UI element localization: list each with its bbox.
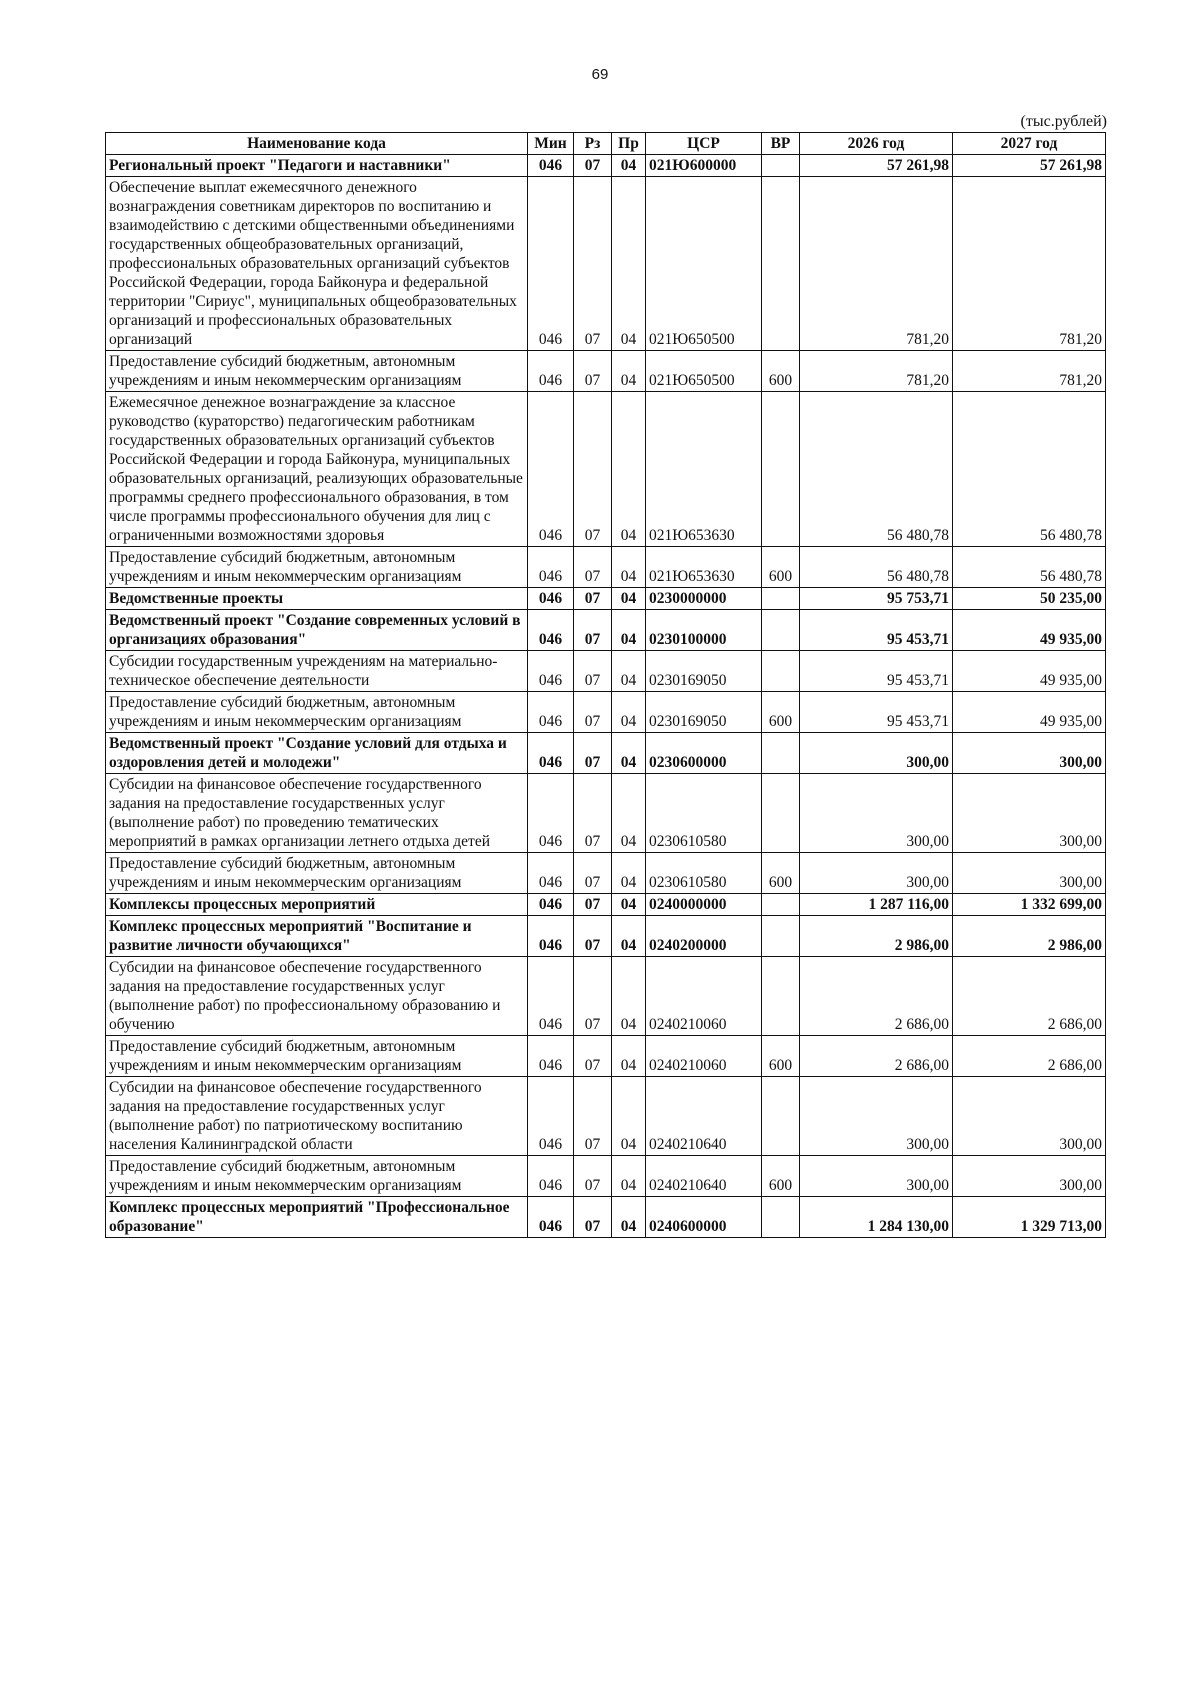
cell-min: 046 — [528, 155, 574, 177]
cell-min: 046 — [528, 1197, 574, 1238]
cell-rz: 07 — [574, 155, 612, 177]
cell-pr: 04 — [612, 916, 646, 957]
cell-vr: 600 — [762, 547, 800, 588]
cell-min: 046 — [528, 351, 574, 392]
cell-name: Предоставление субсидий бюджетным, автономным учреждениям и иным некоммерческим организациям — [106, 1156, 528, 1197]
cell-rz: 07 — [574, 916, 612, 957]
cell-csr: 0240210640 — [646, 1156, 762, 1197]
cell-pr: 04 — [612, 392, 646, 547]
units-label: (тыс.рублей) — [1020, 113, 1107, 130]
cell-csr: 021Ю650500 — [646, 351, 762, 392]
cell-2026: 1 284 130,00 — [800, 1197, 953, 1238]
header-pr: Пр — [612, 133, 646, 155]
table-row — [106, 1036, 1106, 1077]
cell-2027: 300,00 — [953, 733, 1106, 774]
cell-vr — [762, 894, 800, 916]
cell-2027: 1 329 713,00 — [953, 1197, 1106, 1238]
table-row — [106, 1156, 1106, 1197]
cell-rz: 07 — [574, 547, 612, 588]
cell-pr: 04 — [612, 853, 646, 894]
cell-vr: 600 — [762, 1156, 800, 1197]
cell-vr — [762, 392, 800, 547]
cell-min: 046 — [528, 853, 574, 894]
cell-csr: 0240200000 — [646, 916, 762, 957]
cell-rz: 07 — [574, 957, 612, 1036]
cell-min: 046 — [528, 894, 574, 916]
cell-pr: 04 — [612, 957, 646, 1036]
header-2027: 2027 год — [953, 133, 1106, 155]
cell-name: Ежемесячное денежное вознаграждение за классное руководство (кураторство) педагогическим работникам государственных образовательных организаций субъектов Российской Федерации и города Байконура, муниципальных образовательных организаций, реализующих образовательные программы среднего профессионального образования, в том числе программы профессионального обучения для лиц с ограниченными возможностями здоровья — [106, 392, 528, 547]
cell-pr: 04 — [612, 1036, 646, 1077]
cell-2027: 2 686,00 — [953, 1036, 1106, 1077]
cell-rz: 07 — [574, 588, 612, 610]
cell-rz: 07 — [574, 692, 612, 733]
cell-2027: 1 332 699,00 — [953, 894, 1106, 916]
cell-name: Предоставление субсидий бюджетным, автономным учреждениям и иным некоммерческим организациям — [106, 351, 528, 392]
cell-2027: 300,00 — [953, 853, 1106, 894]
cell-min: 046 — [528, 1156, 574, 1197]
cell-name: Комплексы процессных мероприятий — [106, 894, 528, 916]
table-row — [106, 774, 1106, 853]
cell-rz: 07 — [574, 392, 612, 547]
cell-2027: 49 935,00 — [953, 610, 1106, 651]
table-row — [106, 957, 1106, 1036]
cell-min: 046 — [528, 733, 574, 774]
cell-vr — [762, 733, 800, 774]
cell-rz: 07 — [574, 610, 612, 651]
cell-2026: 300,00 — [800, 1077, 953, 1156]
cell-csr: 0240210640 — [646, 1077, 762, 1156]
cell-min: 046 — [528, 916, 574, 957]
table-row — [106, 547, 1106, 588]
cell-csr: 021Ю650500 — [646, 177, 762, 351]
table-row — [106, 392, 1106, 547]
cell-2026: 95 453,71 — [800, 692, 953, 733]
cell-rz: 07 — [574, 894, 612, 916]
cell-rz: 07 — [574, 733, 612, 774]
table-row — [106, 916, 1106, 957]
cell-2027: 781,20 — [953, 351, 1106, 392]
header-min: Мин — [528, 133, 574, 155]
cell-min: 046 — [528, 588, 574, 610]
cell-name: Комплекс процессных мероприятий "Профессиональное образование" — [106, 1197, 528, 1238]
cell-2027: 56 480,78 — [953, 392, 1106, 547]
table-row — [106, 692, 1106, 733]
cell-rz: 07 — [574, 1197, 612, 1238]
cell-vr: 600 — [762, 351, 800, 392]
cell-name: Обеспечение выплат ежемесячного денежного вознаграждения советникам директоров по воспитанию и взаимодействию с детскими общественными объединениями государственных общеобразовательных организаций, профессиональных образовательных организаций субъектов Российской Федерации, города Байконура и федеральной территории "Сириус", муниципальных общеобразовательных организаций и профессиональных образовательных организаций — [106, 177, 528, 351]
cell-pr: 04 — [612, 1077, 646, 1156]
cell-pr: 04 — [612, 610, 646, 651]
table-row — [106, 155, 1106, 177]
cell-2026: 2 686,00 — [800, 1036, 953, 1077]
cell-2026: 1 287 116,00 — [800, 894, 953, 916]
cell-2026: 300,00 — [800, 1156, 953, 1197]
cell-2026: 781,20 — [800, 351, 953, 392]
table-body — [106, 155, 1106, 1238]
cell-rz: 07 — [574, 351, 612, 392]
cell-2027: 300,00 — [953, 774, 1106, 853]
cell-rz: 07 — [574, 1036, 612, 1077]
cell-rz: 07 — [574, 651, 612, 692]
cell-min: 046 — [528, 1077, 574, 1156]
cell-pr: 04 — [612, 733, 646, 774]
table-row — [106, 1197, 1106, 1238]
cell-min: 046 — [528, 177, 574, 351]
cell-vr — [762, 177, 800, 351]
cell-csr: 0240600000 — [646, 1197, 762, 1238]
cell-2026: 2 986,00 — [800, 916, 953, 957]
cell-rz: 07 — [574, 1156, 612, 1197]
cell-min: 046 — [528, 610, 574, 651]
cell-name: Субсидии на финансовое обеспечение государственного задания на предоставление государственных услуг (выполнение работ) по патриотическому воспитанию населения Калининградской области — [106, 1077, 528, 1156]
cell-vr: 600 — [762, 1036, 800, 1077]
cell-csr: 0240210060 — [646, 1036, 762, 1077]
cell-2026: 95 453,71 — [800, 651, 953, 692]
table-row — [106, 177, 1106, 351]
cell-name: Ведомственный проект "Создание современных условий в организациях образования" — [106, 610, 528, 651]
cell-pr: 04 — [612, 1156, 646, 1197]
cell-2026: 56 480,78 — [800, 392, 953, 547]
table-row — [106, 610, 1106, 651]
cell-2026: 2 686,00 — [800, 957, 953, 1036]
cell-rz: 07 — [574, 774, 612, 853]
cell-pr: 04 — [612, 588, 646, 610]
cell-vr — [762, 155, 800, 177]
cell-2027: 49 935,00 — [953, 692, 1106, 733]
cell-csr: 021Ю600000 — [646, 155, 762, 177]
cell-csr: 0230610580 — [646, 774, 762, 853]
cell-name: Ведомственные проекты — [106, 588, 528, 610]
cell-csr: 0230169050 — [646, 692, 762, 733]
cell-name: Предоставление субсидий бюджетным, автономным учреждениям и иным некоммерческим организациям — [106, 853, 528, 894]
cell-2027: 56 480,78 — [953, 547, 1106, 588]
table-row — [106, 733, 1106, 774]
cell-rz: 07 — [574, 177, 612, 351]
header-2026: 2026 год — [800, 133, 953, 155]
cell-min: 046 — [528, 392, 574, 547]
table-header-row — [106, 133, 1106, 155]
table-row — [106, 651, 1106, 692]
cell-csr: 0230000000 — [646, 588, 762, 610]
cell-2027: 300,00 — [953, 1077, 1106, 1156]
page-number: 69 — [591, 66, 609, 83]
header-name: Наименование кода — [106, 133, 528, 155]
table-row — [106, 894, 1106, 916]
cell-pr: 04 — [612, 774, 646, 853]
cell-2027: 57 261,98 — [953, 155, 1106, 177]
cell-pr: 04 — [612, 1197, 646, 1238]
cell-vr — [762, 1077, 800, 1156]
cell-name: Субсидии на финансовое обеспечение государственного задания на предоставление государственных услуг (выполнение работ) по профессиональному образованию и обучению — [106, 957, 528, 1036]
table-row — [106, 351, 1106, 392]
cell-name: Предоставление субсидий бюджетным, автономным учреждениям и иным некоммерческим организациям — [106, 1036, 528, 1077]
cell-min: 046 — [528, 651, 574, 692]
cell-2027: 50 235,00 — [953, 588, 1106, 610]
cell-min: 046 — [528, 957, 574, 1036]
cell-2026: 56 480,78 — [800, 547, 953, 588]
cell-pr: 04 — [612, 651, 646, 692]
cell-pr: 04 — [612, 547, 646, 588]
cell-csr: 0230100000 — [646, 610, 762, 651]
cell-2026: 300,00 — [800, 853, 953, 894]
table-row — [106, 588, 1106, 610]
cell-csr: 0230610580 — [646, 853, 762, 894]
cell-name: Предоставление субсидий бюджетным, автономным учреждениям и иным некоммерческим организациям — [106, 547, 528, 588]
cell-name: Комплекс процессных мероприятий "Воспитание и развитие личности обучающихся" — [106, 916, 528, 957]
cell-2026: 95 753,71 — [800, 588, 953, 610]
cell-pr: 04 — [612, 692, 646, 733]
header-rz: Рз — [574, 133, 612, 155]
cell-2026: 300,00 — [800, 774, 953, 853]
cell-vr — [762, 774, 800, 853]
cell-name: Предоставление субсидий бюджетным, автономным учреждениям и иным некоммерческим организациям — [106, 692, 528, 733]
cell-name: Субсидии на финансовое обеспечение государственного задания на предоставление государственных услуг (выполнение работ) по проведению тематических мероприятий в рамках организации летнего отдыха детей — [106, 774, 528, 853]
cell-rz: 07 — [574, 1077, 612, 1156]
cell-csr: 0240210060 — [646, 957, 762, 1036]
cell-2027: 2 986,00 — [953, 916, 1106, 957]
cell-csr: 0230169050 — [646, 651, 762, 692]
cell-min: 046 — [528, 692, 574, 733]
cell-vr — [762, 916, 800, 957]
cell-vr — [762, 957, 800, 1036]
header-csr: ЦСР — [646, 133, 762, 155]
cell-name: Ведомственный проект "Создание условий для отдыха и оздоровления детей и молодежи" — [106, 733, 528, 774]
cell-2027: 300,00 — [953, 1156, 1106, 1197]
cell-name: Региональный проект "Педагоги и наставники" — [106, 155, 528, 177]
cell-csr: 0240000000 — [646, 894, 762, 916]
cell-csr: 021Ю653630 — [646, 547, 762, 588]
cell-min: 046 — [528, 1036, 574, 1077]
cell-2027: 781,20 — [953, 177, 1106, 351]
cell-vr — [762, 610, 800, 651]
cell-csr: 0230600000 — [646, 733, 762, 774]
cell-2026: 781,20 — [800, 177, 953, 351]
budget-table — [105, 132, 1106, 1238]
cell-2027: 49 935,00 — [953, 651, 1106, 692]
cell-rz: 07 — [574, 853, 612, 894]
cell-csr: 021Ю653630 — [646, 392, 762, 547]
table-row — [106, 1077, 1106, 1156]
cell-vr — [762, 651, 800, 692]
cell-pr: 04 — [612, 177, 646, 351]
cell-vr: 600 — [762, 853, 800, 894]
cell-pr: 04 — [612, 351, 646, 392]
cell-2026: 95 453,71 — [800, 610, 953, 651]
cell-min: 046 — [528, 774, 574, 853]
cell-vr — [762, 588, 800, 610]
cell-2026: 57 261,98 — [800, 155, 953, 177]
table-row — [106, 853, 1106, 894]
cell-min: 046 — [528, 547, 574, 588]
cell-pr: 04 — [612, 894, 646, 916]
cell-2026: 300,00 — [800, 733, 953, 774]
cell-name: Субсидии государственным учреждениям на материально-техническое обеспечение деятельности — [106, 651, 528, 692]
cell-2027: 2 686,00 — [953, 957, 1106, 1036]
cell-vr: 600 — [762, 692, 800, 733]
cell-pr: 04 — [612, 155, 646, 177]
header-vr: ВР — [762, 133, 800, 155]
cell-vr — [762, 1197, 800, 1238]
